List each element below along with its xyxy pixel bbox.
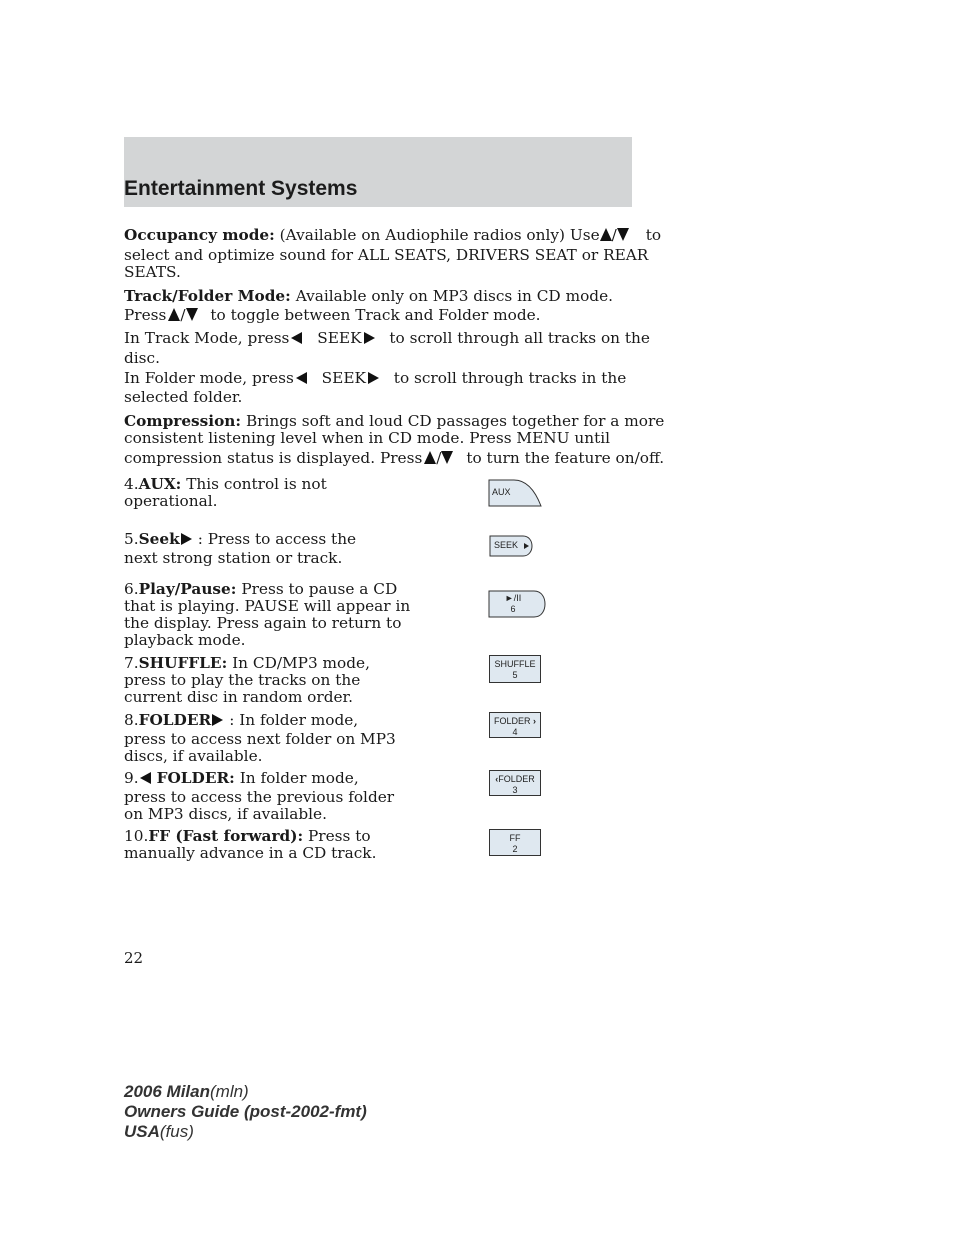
arrow-down-icon — [186, 308, 198, 321]
play-pause-symbol: ►/II — [504, 593, 522, 603]
track-mode-line-1 — [124, 329, 650, 347]
shuffle-label: SHUFFLE — [494, 659, 536, 669]
occupancy-line-1 — [124, 226, 661, 244]
play-pause-button-illustration — [488, 590, 546, 618]
item-text: Press to pause a CD — [241, 580, 398, 598]
arrow-right-icon — [181, 533, 192, 545]
compression-text: Brings soft and loud CD passages together for a more — [245, 412, 665, 430]
ff-label: FF — [509, 833, 521, 843]
folder-next-number: 4 — [512, 727, 518, 737]
folder-prev-number: 3 — [512, 785, 518, 795]
folder-mode-text-2: to scroll through tracks in the — [393, 369, 627, 387]
arrow-right-icon — [368, 372, 379, 384]
item-term: FF (Fast forward): — [148, 827, 304, 845]
slash: / — [180, 306, 186, 324]
item-number: 8. — [124, 711, 139, 729]
seek-word: SEEK — [317, 329, 362, 347]
occupancy-term: Occupancy mode: — [124, 226, 275, 244]
arrow-up-icon — [600, 228, 612, 241]
item-shuffle-line-1 — [124, 654, 370, 672]
item-folder-prev-line-1 — [124, 769, 359, 787]
seek-word: SEEK — [321, 369, 366, 387]
item-shuffle-line-2: press to play the tracks on the — [124, 671, 361, 689]
folder-next-button-illustration — [489, 712, 541, 738]
seek-button-illustration — [489, 535, 533, 557]
folder-mode-line-1 — [124, 369, 626, 387]
section-title: Entertainment Systems — [124, 177, 358, 200]
folder-prev-button-illustration — [489, 770, 541, 796]
arrow-up-icon — [168, 308, 180, 321]
ff-button-illustration — [489, 829, 541, 856]
footer-line-3 — [124, 1122, 367, 1142]
item-number: 6. — [124, 580, 139, 598]
track-folder-term: Track/Folder Mode: — [124, 287, 291, 305]
compression-text-3: compression status is displayed. Press — [124, 449, 423, 467]
compression-line-2: consistent listening level when in CD mode. Press MENU until — [124, 429, 611, 447]
compression-line-1 — [124, 412, 664, 430]
item-folder-next-line-3: discs, if available. — [124, 747, 263, 765]
item-play-line-3: the display. Press again to return to — [124, 614, 402, 632]
item-play-line-1 — [124, 580, 397, 598]
folder-next-top — [490, 713, 540, 727]
item-seek-line-2: next strong station or track. — [124, 549, 343, 567]
compression-text-4: to turn the feature on/off. — [466, 449, 665, 467]
item-folder-prev-line-2: press to access the previous folder — [124, 788, 395, 806]
toggle-text: to toggle between Track and Folder mode. — [210, 306, 541, 324]
folder-mode-text: In Folder mode, press — [124, 369, 294, 387]
seek-label: SEEK — [494, 540, 519, 550]
folder-mode-line-2: selected folder. — [124, 388, 243, 406]
arrow-right-icon — [364, 332, 375, 344]
track-folder-line-2 — [124, 306, 541, 324]
aux-label: AUX — [492, 487, 511, 497]
item-number: 4. — [124, 475, 139, 493]
slash: / — [611, 226, 617, 244]
folder-next-label: FOLDER — [493, 716, 531, 726]
item-text: This control is not — [186, 475, 327, 493]
item-ff-line-2: manually advance in a CD track. — [124, 844, 377, 862]
item-number: 9. — [124, 769, 139, 787]
item-term: Play/Pause: — [138, 580, 237, 598]
track-mode-line-2: disc. — [124, 349, 160, 367]
play-pause-number: 6 — [510, 604, 516, 614]
arrow-up-icon — [424, 451, 436, 464]
compression-line-3 — [124, 449, 664, 467]
press-text: Press — [124, 306, 167, 324]
track-mode-text-2: to scroll through all tracks on the — [389, 329, 650, 347]
track-folder-text: Available only on MP3 discs in CD mode. — [295, 287, 613, 305]
chevron-right-icon: › — [530, 716, 536, 726]
arrow-left-icon — [291, 332, 302, 344]
item-folder-next-line-2: press to access next folder on MP3 — [124, 730, 396, 748]
footer-model-code: (mln) — [210, 1082, 249, 1101]
item-aux-line-2: operational. — [124, 492, 218, 510]
item-folder-prev-line-3: on MP3 discs, if available. — [124, 805, 327, 823]
item-text: Press to — [308, 827, 371, 845]
item-play-line-4: playback mode. — [124, 631, 246, 649]
track-mode-text: In Track Mode, press — [124, 329, 290, 347]
occupancy-line-2: select and optimize sound for ALL SEATS, DRIVERS SEAT or REAR — [124, 246, 649, 264]
item-number: 10. — [124, 827, 149, 845]
item-number: 5. — [124, 530, 139, 548]
footer-line-2: Owners Guide (post-2002-fmt) — [124, 1102, 367, 1121]
item-folder-next-line-1 — [124, 711, 358, 729]
item-play-line-2: that is playing. PAUSE will appear in — [124, 597, 411, 615]
arrow-left-icon — [140, 772, 151, 784]
chevron-left-icon: ‹ — [495, 774, 499, 784]
item-shuffle-line-3: current disc in random order. — [124, 688, 354, 706]
arrow-down-icon — [617, 228, 629, 241]
arrow-left-icon — [296, 372, 307, 384]
item-term: FOLDER: — [156, 769, 235, 787]
folder-prev-label: FOLDER — [498, 774, 535, 784]
shuffle-button-illustration — [489, 655, 541, 683]
page-number: 22 — [124, 949, 144, 967]
occupancy-text-end: to — [645, 226, 662, 244]
slash: / — [436, 449, 442, 467]
footer-market: USA — [124, 1122, 160, 1141]
item-ff-line-1 — [124, 827, 371, 845]
item-term: FOLDER — [138, 711, 212, 729]
footer-line-1 — [124, 1082, 367, 1102]
item-term: AUX: — [138, 475, 182, 493]
aux-button-illustration — [488, 479, 542, 507]
footer-market-code: (fus) — [159, 1122, 194, 1141]
document-footer — [124, 1082, 367, 1142]
occupancy-text: (Available on Audiophile radios only) Use — [279, 226, 600, 244]
footer-model: 2006 Milan — [124, 1082, 210, 1101]
ff-number: 2 — [512, 844, 518, 854]
arrow-down-icon — [441, 451, 453, 464]
item-text: In CD/MP3 mode, — [232, 654, 370, 672]
item-term: Seek — [138, 530, 180, 548]
item-aux-line-1 — [124, 475, 327, 493]
item-seek-line-1 — [124, 530, 356, 548]
compression-term: Compression: — [124, 412, 242, 430]
item-text: In folder mode, — [239, 769, 359, 787]
item-term: SHUFFLE: — [138, 654, 228, 672]
arrow-right-icon — [212, 714, 223, 726]
track-folder-line-1 — [124, 287, 613, 305]
shuffle-number: 5 — [512, 670, 518, 680]
occupancy-line-3: SEATS. — [124, 263, 181, 281]
item-text: : Press to access the — [197, 530, 357, 548]
item-text: : In folder mode, — [229, 711, 359, 729]
folder-prev-top — [490, 771, 540, 785]
item-number: 7. — [124, 654, 139, 672]
